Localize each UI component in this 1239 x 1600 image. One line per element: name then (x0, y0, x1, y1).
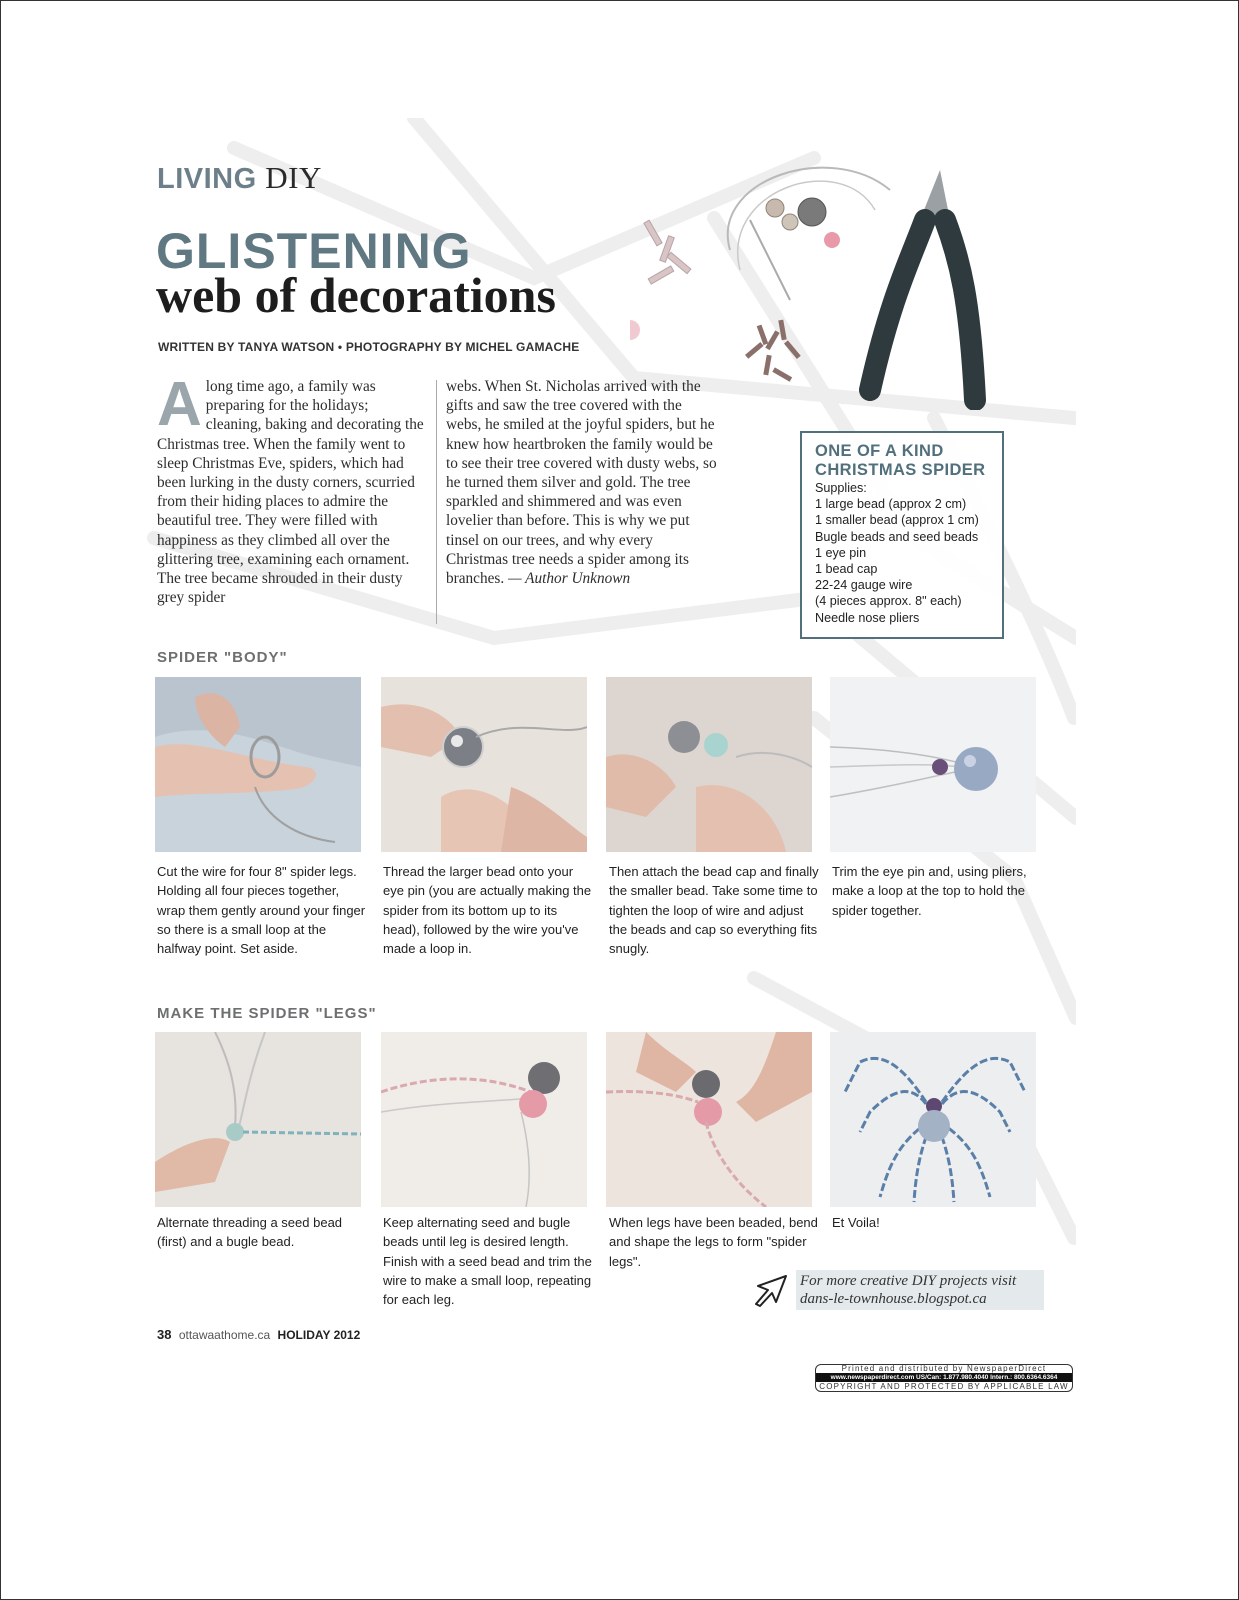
promo-box (796, 1270, 1044, 1310)
step-caption-body-1: Cut the wire for four 8" spider legs. Holding all four pieces together, wrap them gently around your finger so there is a small loop at the halfway point. Set aside. (157, 864, 366, 957)
step-photo-legs-2 (381, 1032, 587, 1207)
section-label-diy: DIY (265, 160, 322, 195)
supplies-item: (4 pieces approx. 8" each) (815, 594, 962, 609)
notice-line-2: www.newspaperdirect.com US/Can: 1.877.980.4040 Intern.: 800.6364.6364 (815, 1373, 1073, 1382)
cursor-arrow-icon (752, 1274, 788, 1308)
step-photo-legs-4 (830, 1032, 1036, 1207)
supplies-title-2: CHRISTMAS SPIDER (815, 461, 986, 479)
page-footer (157, 1327, 360, 1342)
notice-line-1: Printed and distributed by NewspaperDirect (841, 1364, 1047, 1373)
step-caption-legs-1: Alternate threading a seed bead (first) and a bugle bead. (157, 1215, 343, 1250)
story-text-2: webs. When St. Nicholas arrived with the gifts and saw the tree covered with the webs, he smiled at the joyful spiders, but he knew how heartbroken the family would be to see their tree covered with dusty webs, so he turned them silver and gold. The tree sparkled and shimmered and was even lovelier than before. This is why we put tinsel on our trees, and why every Christmas tree needs a spider among its branches. (446, 378, 717, 588)
promo-link[interactable]: dans-le-townhouse.blogspot.ca (800, 1291, 987, 1307)
story-column-2 (446, 377, 718, 588)
footer-site: ottawaathome.ca (178, 1328, 271, 1342)
step-photo-body-3 (606, 677, 812, 852)
supplies-item: 1 bead cap (815, 562, 878, 577)
section-label-living: LIVING (157, 163, 257, 195)
footer-issue: HOLIDAY 2012 (277, 1328, 361, 1342)
supplies-item: 22-24 gauge wire (815, 578, 913, 593)
page-number: 38 (157, 1327, 172, 1342)
step-caption-legs-3: When legs have been beaded, bend and shape the legs to form "spider legs". (609, 1215, 818, 1269)
step-photo-body-4 (830, 677, 1036, 852)
supplies-item: Supplies: (815, 481, 867, 495)
supplies-box (800, 431, 1004, 639)
supplies-photo (630, 150, 1030, 410)
step-caption-body-3: Then attach the bead cap and finally the smaller bead. Take some time to tighten the loop of wire and adjust the beads and cap so everything fits snugly. (609, 864, 819, 957)
legs-section-heading: MAKE THE SPIDER "LEGS" (157, 1005, 377, 1022)
section-label (157, 160, 322, 196)
drop-cap: A (157, 370, 202, 439)
notice-line-3: COPYRIGHT AND PROTECTED BY APPLICABLE LAW (819, 1382, 1069, 1391)
newspaperdirect-notice (815, 1364, 1073, 1392)
step-caption-legs-2: Keep alternating seed and bugle beads until leg is desired length. Finish with a seed bead and trim the wire to make a small loop, repeating for each leg. (383, 1215, 592, 1308)
supplies-item: 1 smaller bead (approx 1 cm) (815, 513, 979, 528)
supplies-item: Needle nose pliers (815, 610, 920, 625)
step-caption-body-4: Trim the eye pin and, using pliers, make a loop at the top to hold the spider together. (832, 864, 1027, 918)
step-photo-legs-1 (155, 1032, 361, 1207)
story-column-1 (157, 370, 425, 607)
promo-line-1: For more creative DIY projects visit (800, 1273, 1017, 1289)
supplies-item: 1 eye pin (815, 545, 867, 560)
story-author: — Author Unknown (508, 570, 631, 588)
column-rule (436, 380, 437, 624)
step-photo-body-1 (155, 677, 361, 852)
supplies-item: 1 large bead (approx 2 cm) (815, 497, 967, 512)
byline: WRITTEN BY TANYA WATSON • PHOTOGRAPHY BY MICHEL GAMACHE (158, 340, 580, 354)
supplies-title-1: ONE OF A KIND (815, 442, 944, 460)
headline-line2: web of decorations (156, 267, 556, 323)
notice-border (815, 1364, 1073, 1392)
story-text-1: long time ago, a family was preparing for the holidays; cleaning, baking and decorating the Christmas tree. When the family went to sleep Christmas Eve, spiders, which had been lurking in the dusty corners, scurried from their hiding places to admire the beautiful tree. They were filled with happiness as they climbed all over the glittering tree, examining each ornament. The tree became shrouded in their dusty grey spider (157, 378, 424, 607)
step-photo-legs-3 (606, 1032, 812, 1207)
step-caption-legs-4: Et Voila! (832, 1215, 880, 1230)
body-section-heading: SPIDER "BODY" (157, 649, 288, 666)
headline-line1: GLISTENING (156, 223, 472, 279)
step-photo-body-2 (381, 677, 587, 852)
supplies-item: Bugle beads and seed beads (815, 529, 979, 544)
step-caption-body-2: Thread the larger bead onto your eye pin (you are actually making the spider from its bottom up to its head), followed by the wire you've made a loop in. (383, 864, 592, 957)
